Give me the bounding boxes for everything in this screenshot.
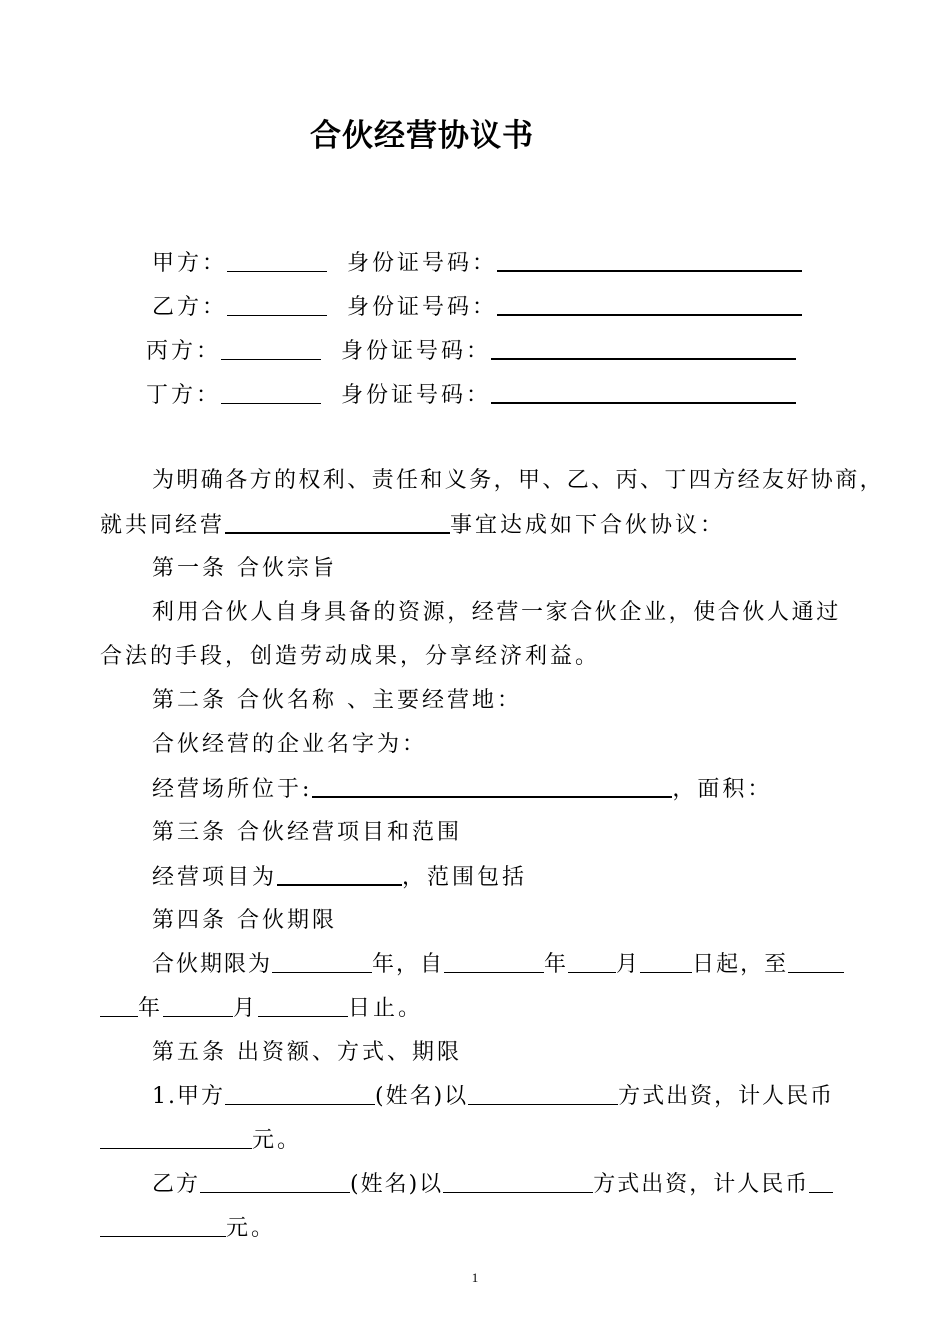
scope-label: ，范围包括 [402, 865, 528, 890]
party-c-name-blank [221, 337, 321, 360]
end-year-label: 年 [138, 996, 164, 1021]
contribution-a-amount-blank [100, 1126, 252, 1149]
term-row-1 [152, 950, 844, 980]
party-a-id-label: 身份证号码： [347, 251, 498, 276]
contribution-b-mid: (姓名)以 [350, 1172, 444, 1197]
contribution-a-mid: (姓名)以 [375, 1084, 469, 1109]
article-1-text-1: 利用合伙人自身具备的资源，经营一家合伙企业，使合伙人通过 [152, 600, 841, 625]
area-label: ，面积： [672, 777, 773, 802]
page-number: 1 [471, 1270, 479, 1285]
contribution-b-amount-blank-1 [809, 1170, 833, 1193]
business-item-label: 经营项目为 [152, 865, 278, 890]
party-b-name-blank [227, 293, 327, 316]
business-blank [225, 510, 450, 534]
business-item-blank [277, 862, 402, 886]
contribution-a-end: 元。 [252, 1128, 303, 1153]
contribution-a-post: 方式出资，计人民币 [618, 1084, 835, 1109]
contribution-b-post: 方式出资，计人民币 [593, 1172, 810, 1197]
article-5-heading: 第五条 出资额、方式、期限 [152, 1040, 462, 1065]
end-year-blank-1 [788, 950, 844, 973]
business-place-blank [312, 774, 672, 798]
party-a-row [152, 248, 802, 279]
article-4-heading: 第四条 合伙期限 [152, 908, 337, 933]
document-title: 合伙经营协议书 [310, 118, 534, 154]
contribution-b-row [152, 1170, 833, 1200]
start-day-label: 日起，至 [692, 952, 789, 977]
party-d-row [146, 380, 796, 411]
party-c-id-blank [491, 336, 796, 360]
end-month-label: 月 [233, 996, 259, 1021]
contribution-b-method-blank [443, 1170, 593, 1193]
end-year-blank-2 [100, 994, 138, 1017]
contribution-b-label: 乙方 [152, 1172, 201, 1197]
party-d-name-blank [221, 381, 321, 404]
contribution-a-label: 1.甲方 [152, 1084, 225, 1109]
article-1-heading: 第一条 合伙宗旨 [152, 556, 337, 581]
intro-line-1: 为明确各方的权利、责任和义务，甲、乙、丙、丁四方经友好协商， [152, 468, 885, 493]
term-row-2 [100, 994, 423, 1024]
party-a-id-blank [497, 248, 802, 272]
contribution-a-method-blank [468, 1082, 618, 1105]
business-place-label: 经营场所位于: [152, 777, 313, 802]
start-month-blank [568, 950, 616, 973]
end-month-blank [163, 994, 233, 1017]
contribution-b-amount-blank-2 [100, 1214, 226, 1237]
party-b-label: 乙方： [152, 295, 228, 320]
start-month-label: 月 [616, 952, 641, 977]
end-day-blank [258, 994, 348, 1017]
term-years-blank [272, 950, 372, 973]
start-year-label: 年 [544, 952, 569, 977]
contribution-b-amount-row [100, 1214, 276, 1244]
party-b-row [152, 292, 802, 323]
intro-line-2-pre: 就共同经营 [100, 513, 226, 538]
term-label: 合伙期限为 [152, 952, 273, 977]
start-day-blank [640, 950, 692, 973]
contribution-a-name-blank [225, 1082, 375, 1105]
intro-line-2-post: 事宜达成如下合伙协议： [450, 513, 726, 538]
party-a-name-blank [227, 249, 327, 272]
term-from-label: 年，自 [372, 952, 445, 977]
party-c-row [146, 336, 796, 367]
start-year-blank [444, 950, 544, 973]
article-3-heading: 第三条 合伙经营项目和范围 [152, 820, 462, 845]
party-a-label: 甲方： [152, 251, 228, 276]
party-c-id-label: 身份证号码： [341, 339, 492, 364]
intro-line-2 [100, 510, 725, 541]
party-d-id-blank [491, 380, 796, 404]
article-2-heading: 第二条 合伙名称 、主要经营地： [152, 688, 522, 713]
enterprise-name-label: 合伙经营的企业名字为： [152, 732, 428, 757]
contribution-b-end: 元。 [226, 1216, 277, 1241]
contribution-b-name-blank [200, 1170, 350, 1193]
party-d-label: 丁方： [146, 383, 222, 408]
business-item-row [152, 862, 527, 893]
contribution-a-row [152, 1082, 834, 1112]
party-b-id-label: 身份证号码： [347, 295, 498, 320]
party-d-id-label: 身份证号码： [341, 383, 492, 408]
business-place-row [152, 774, 772, 805]
contribution-a-amount-row [100, 1126, 302, 1156]
article-1-text-2: 合法的手段，创造劳动成果，分享经济利益。 [100, 644, 601, 669]
party-b-id-blank [497, 292, 802, 316]
party-c-label: 丙方： [146, 339, 222, 364]
end-day-label: 日止。 [348, 996, 424, 1021]
